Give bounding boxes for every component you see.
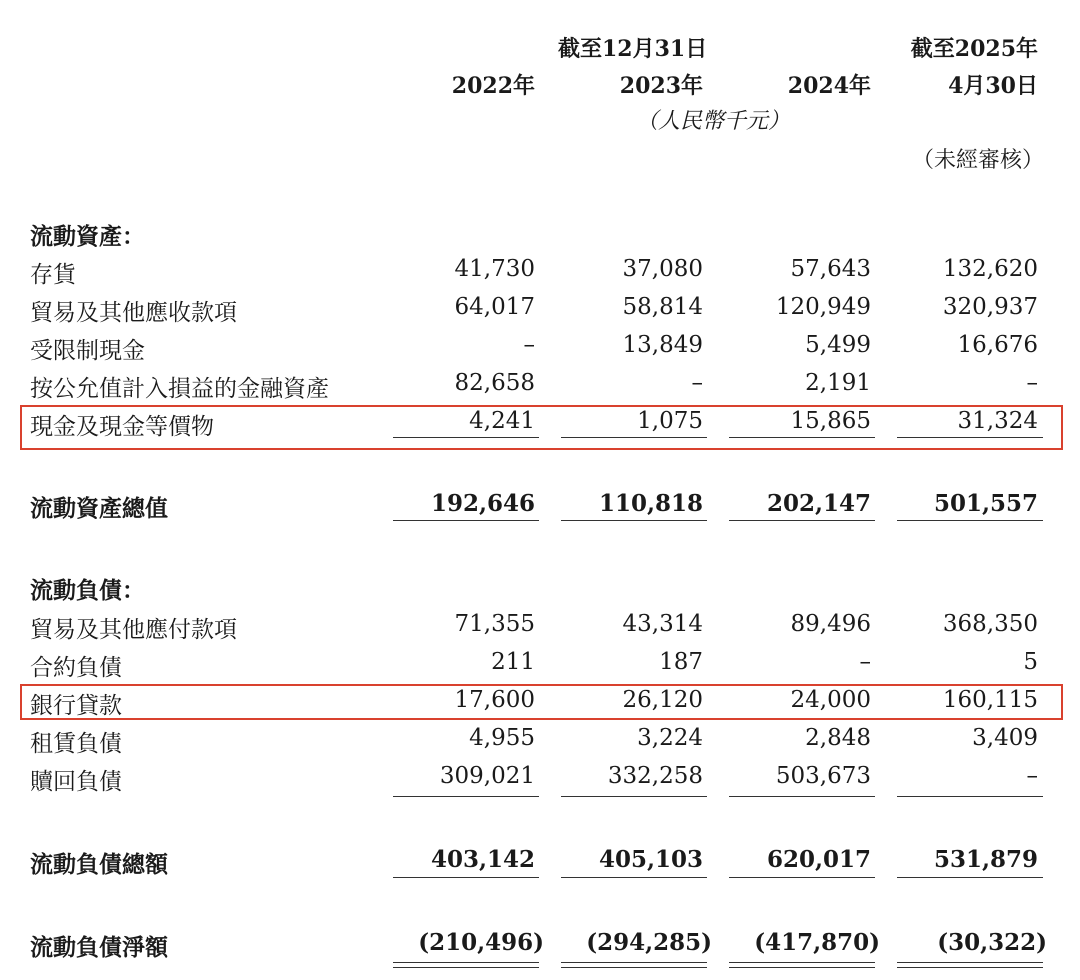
- cell-2024: 57,643: [790, 256, 871, 282]
- cell-2022: 64,017: [454, 294, 535, 320]
- row-label: 按公允值計入損益的金融資產: [30, 376, 329, 402]
- cell-2024: 24,000: [790, 687, 871, 713]
- cell-2025: 160,115: [942, 687, 1038, 713]
- cell-2025: –: [1026, 763, 1038, 789]
- double-rule: [897, 962, 1043, 963]
- rule: [729, 437, 875, 438]
- cell-2025: 501,557: [933, 490, 1038, 517]
- cell-2022: (210,496): [418, 929, 544, 956]
- cell-2022: 17,600: [454, 687, 535, 713]
- row-label: 存貨: [30, 262, 76, 288]
- rule: [897, 877, 1043, 878]
- cell-2023: 187: [659, 649, 703, 675]
- header-2023: 2023年: [619, 73, 703, 99]
- rule: [393, 796, 539, 797]
- row-label: 銀行貸款: [30, 693, 122, 719]
- rule: [561, 877, 707, 878]
- row-label: 贖回負債: [30, 769, 122, 795]
- cell-2022: –: [523, 332, 535, 358]
- cell-2025: (30,322): [937, 929, 1047, 956]
- cell-2025: 3,409: [972, 725, 1038, 751]
- cell-2023: 405,103: [598, 846, 703, 873]
- current-liabilities-title: 流動負債：: [30, 577, 145, 604]
- rule: [561, 520, 707, 521]
- cell-2024: 503,673: [775, 763, 871, 789]
- double-rule: [393, 967, 539, 968]
- cell-2023: (294,285): [586, 929, 712, 956]
- rule: [897, 796, 1043, 797]
- cell-2024: –: [859, 649, 871, 675]
- header-group-dec31: 截至12月31日: [558, 36, 708, 62]
- cell-2024: 5,499: [805, 332, 871, 358]
- cell-2023: 26,120: [622, 687, 703, 713]
- cell-2022: 4,241: [469, 408, 535, 434]
- cell-2022: 309,021: [439, 763, 535, 789]
- cell-2024: 620,017: [766, 846, 871, 873]
- cell-2022: 211: [491, 649, 535, 675]
- row-label: 合約負債: [30, 655, 122, 681]
- header-2024: 2024年: [787, 73, 871, 99]
- header-unit: （人民幣千元）: [636, 109, 791, 134]
- rule: [393, 520, 539, 521]
- cell-2025: 368,350: [942, 611, 1038, 637]
- cell-2023: –: [691, 370, 703, 396]
- rule: [561, 796, 707, 797]
- double-rule: [897, 967, 1043, 968]
- highlight-box-bank-loans: [20, 684, 1063, 720]
- row-label: 流動負債總額: [30, 851, 168, 878]
- rule: [897, 520, 1043, 521]
- cell-2025: 5: [1023, 649, 1038, 675]
- double-rule: [729, 967, 875, 968]
- row-label: 流動資產總值: [30, 495, 168, 522]
- rule: [393, 877, 539, 878]
- rule: [897, 437, 1043, 438]
- rule: [729, 796, 875, 797]
- cell-2022: 71,355: [454, 611, 535, 637]
- header-apr30: 4月30日: [948, 73, 1038, 99]
- cell-2022: 192,646: [430, 490, 535, 517]
- cell-2022: 403,142: [430, 846, 535, 873]
- header-2022: 2022年: [451, 73, 535, 99]
- double-rule: [729, 962, 875, 963]
- double-rule: [393, 962, 539, 963]
- cell-2024: 2,191: [805, 370, 871, 396]
- cell-2022: 82,658: [454, 370, 535, 396]
- cell-2025: 320,937: [942, 294, 1038, 320]
- cell-2024: 202,147: [766, 490, 871, 517]
- cell-2024: (417,870): [754, 929, 880, 956]
- row-label: 貿易及其他應收款項: [30, 300, 237, 326]
- row-label: 現金及現金等價物: [30, 414, 214, 440]
- cell-2025: 16,676: [957, 332, 1038, 358]
- cell-2024: 120,949: [775, 294, 871, 320]
- header-as-at-2025: 截至2025年: [910, 36, 1038, 62]
- double-rule: [561, 962, 707, 963]
- header-unaudited: （未經審核）: [911, 148, 1044, 173]
- cell-2024: 2,848: [805, 725, 871, 751]
- cell-2024: 15,865: [790, 408, 871, 434]
- cell-2023: 1,075: [637, 408, 703, 434]
- cell-2023: 58,814: [622, 294, 703, 320]
- row-label: 受限制現金: [30, 338, 145, 364]
- cell-2022: 4,955: [469, 725, 535, 751]
- row-label: 貿易及其他應付款項: [30, 617, 237, 643]
- cell-2023: 37,080: [622, 256, 703, 282]
- cell-2025: 531,879: [933, 846, 1038, 873]
- double-rule: [561, 967, 707, 968]
- rule: [393, 437, 539, 438]
- highlight-box-cash: [20, 405, 1063, 450]
- rule: [729, 520, 875, 521]
- row-label: 租賃負債: [30, 731, 122, 757]
- cell-2024: 89,496: [790, 611, 871, 637]
- rule: [561, 437, 707, 438]
- cell-2023: 13,849: [622, 332, 703, 358]
- cell-2025: 132,620: [942, 256, 1038, 282]
- cell-2023: 43,314: [622, 611, 703, 637]
- cell-2025: –: [1026, 370, 1038, 396]
- cell-2023: 110,818: [598, 490, 703, 517]
- current-assets-title: 流動資產：: [30, 223, 145, 250]
- cell-2025: 31,324: [957, 408, 1038, 434]
- row-label: 流動負債淨額: [30, 934, 168, 961]
- cell-2023: 3,224: [637, 725, 703, 751]
- rule: [729, 877, 875, 878]
- cell-2022: 41,730: [454, 256, 535, 282]
- cell-2023: 332,258: [607, 763, 703, 789]
